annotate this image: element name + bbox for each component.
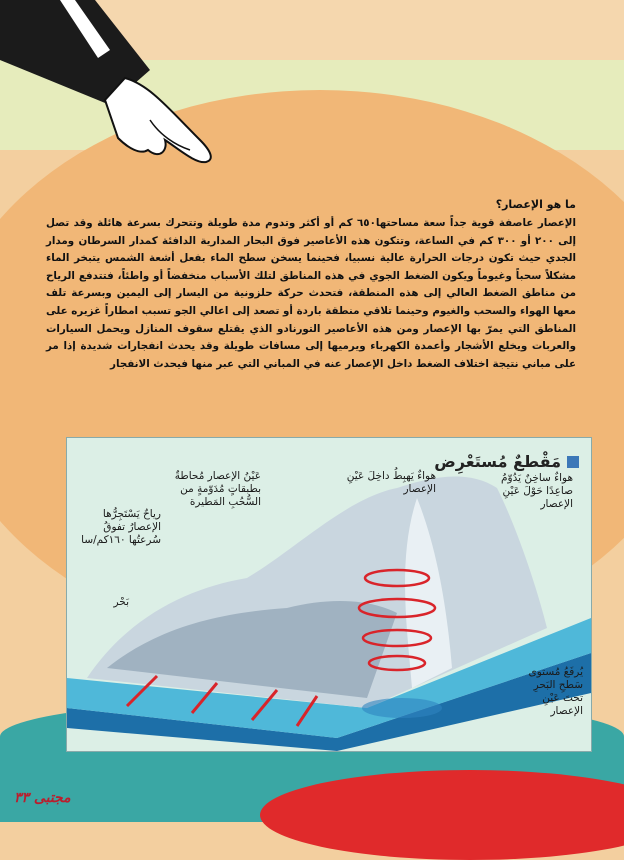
- article: [46, 198, 576, 373]
- magazine-logo: مجتبى ٣٣: [14, 790, 71, 806]
- hurricane-cross-section-figure: [66, 437, 592, 752]
- title-square-icon: [567, 456, 579, 468]
- label-winds: رياحٌ يَسْتَجِرُّها الإعصارُ تفوقُ سُرعتُها ١٦٠كم/سا: [81, 508, 161, 546]
- pointing-hand-icon: [0, 0, 230, 175]
- article-heading: ما هو الإعصار؟: [495, 198, 576, 211]
- article-body: الإعصار عاصفة قوية جداً سعة مساحتها٦٥٠ كم أو أكثر وتدوم مدة طويلة وتتحرك بسرعة هائلة وقد تصل إلى ٢٠٠ أو ٣٠٠ كم في الساعة، وتتكون هذه الأعاصير فوق البحار المدارية الدافئة كمدار السرطان ومدار الجدي حيث تكون درجات الحرارة عالية نسبيا، فحينما يسخن سطح الماء بفعل أشعة الشمس يتبخر الماء مشكلاً سحباً وغيوماً ويكون الضغط الجوي في هذه المناطق لتلك الأسباب منخفضاً أو واطئاً، فتتدفع الرياح من مناطق الضغط العالي إلى هذه المنطقة، فتحدث حركة حلزونية من اليسار إلى اليمين وبسرعة تلف معها الهواء والسحب والغيوم وحينما تلاقي منطقة باردة أو تصعد إلى اعالي الجو تسبب امطاراً غزيره على المناطق التي يمرّ بها الإعصار ومن هذه الأعاصير التورنادو الذي يقتلع سقوف المنازل ويحمل السيارات والعربات ويخلع الأشجار وأعمدة الكهرباء ويرميها إلى مسافات طويلة وقد يحدث انفجارات شديدة إذا مر على مباني نتيجة اختلاف الضغط داخل الإعصار عنه في المباني التي عبر منها فيحدث الانفجار: [46, 217, 576, 370]
- label-sea-surge: يُرفَعُ مُستوى سَطحِ البَحرِ تحتَ عَيْنِ الإعصار: [528, 666, 583, 717]
- label-sea: بَحْر: [113, 596, 129, 608]
- label-rising-air: هواءٌ ساخِنٌ يَدُوّمُ صاعِدًا حَوْلَ عَيْنِ الإعصار: [501, 472, 573, 510]
- label-descending-air: هواءٌ يَهبِطُ داخِلَ عَيْنِ الإعصار: [346, 470, 436, 495]
- label-eye-wall: عَيْنُ الإعصار مُحاطةٌ بطبقاتٍ مُدَوّمةٍ من السُّحُبِ المَطيرة: [174, 470, 261, 508]
- figure-title-text: مَقْطعٌ مُستَعْرِض: [434, 452, 561, 471]
- figure-title: [434, 452, 579, 471]
